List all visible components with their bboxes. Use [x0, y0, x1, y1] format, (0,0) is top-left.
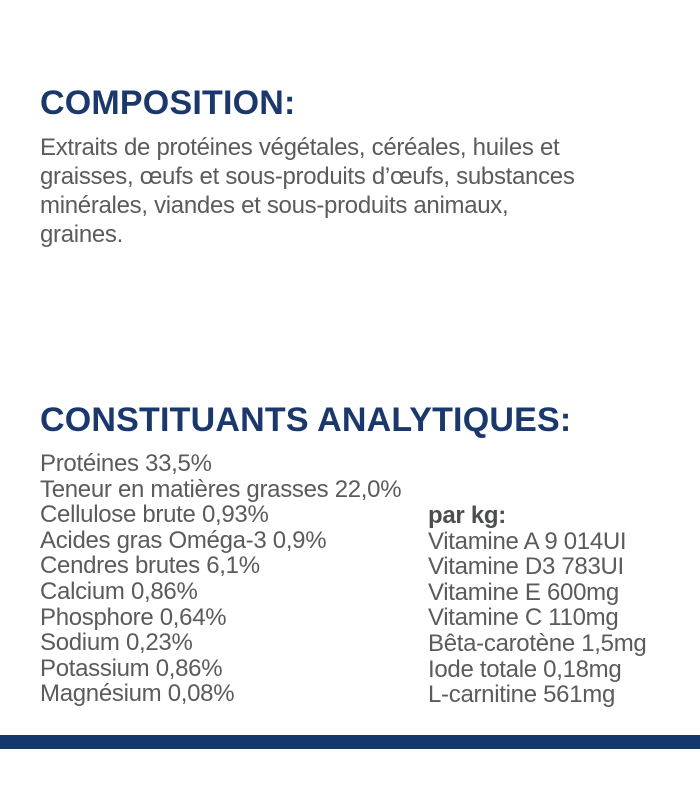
analyte-item: Potassium 0,86% — [40, 654, 223, 682]
per-kg-item: Iode totale 0,18mg — [428, 655, 622, 683]
per-kg-list — [428, 503, 646, 708]
per-kg-item: Vitamine A 9 014UI — [428, 527, 627, 555]
analyte-item: Phosphore 0,64% — [40, 603, 227, 631]
analyte-item: Acides gras Oméga-3 0,9% — [40, 526, 327, 554]
analyte-list — [40, 451, 401, 707]
analyte-item: Protéines 33,5% — [40, 450, 212, 477]
per-kg-item: Vitamine E 600mg — [428, 578, 619, 606]
composition-line: graines. — [40, 221, 123, 248]
per-kg-item: L-carnitine 561mg — [428, 681, 616, 709]
analyte-item: Calcium 0,86% — [40, 577, 198, 605]
bottom-divider-bar — [0, 735, 700, 749]
analyte-item: Teneur en matières grasses 22,0% — [40, 475, 402, 503]
per-kg-item: Vitamine D3 783UI — [428, 553, 624, 581]
analytical-constituents-heading: CONSTITUANTS ANALYTIQUES: — [40, 401, 572, 439]
analyte-item: Cellulose brute 0,93% — [40, 501, 269, 529]
analyte-item: Cendres brutes 6,1% — [40, 552, 260, 580]
per-kg-item: Bêta-carotène 1,5mg — [428, 629, 647, 657]
composition-line: graisses, œufs et sous-produits d’œufs, substances — [40, 163, 575, 190]
composition-text — [40, 133, 575, 249]
per-kg-item: Vitamine C 110mg — [428, 604, 619, 632]
composition-heading: COMPOSITION: — [40, 84, 296, 122]
composition-line: minérales, viandes et sous-produits animaux, — [40, 192, 509, 219]
composition-line: Extraits de protéines végétales, céréales, huiles et — [40, 134, 560, 161]
per-kg-label: par kg: — [428, 502, 506, 529]
analyte-item: Sodium 0,23% — [40, 629, 193, 657]
analyte-item: Magnésium 0,08% — [40, 680, 235, 708]
